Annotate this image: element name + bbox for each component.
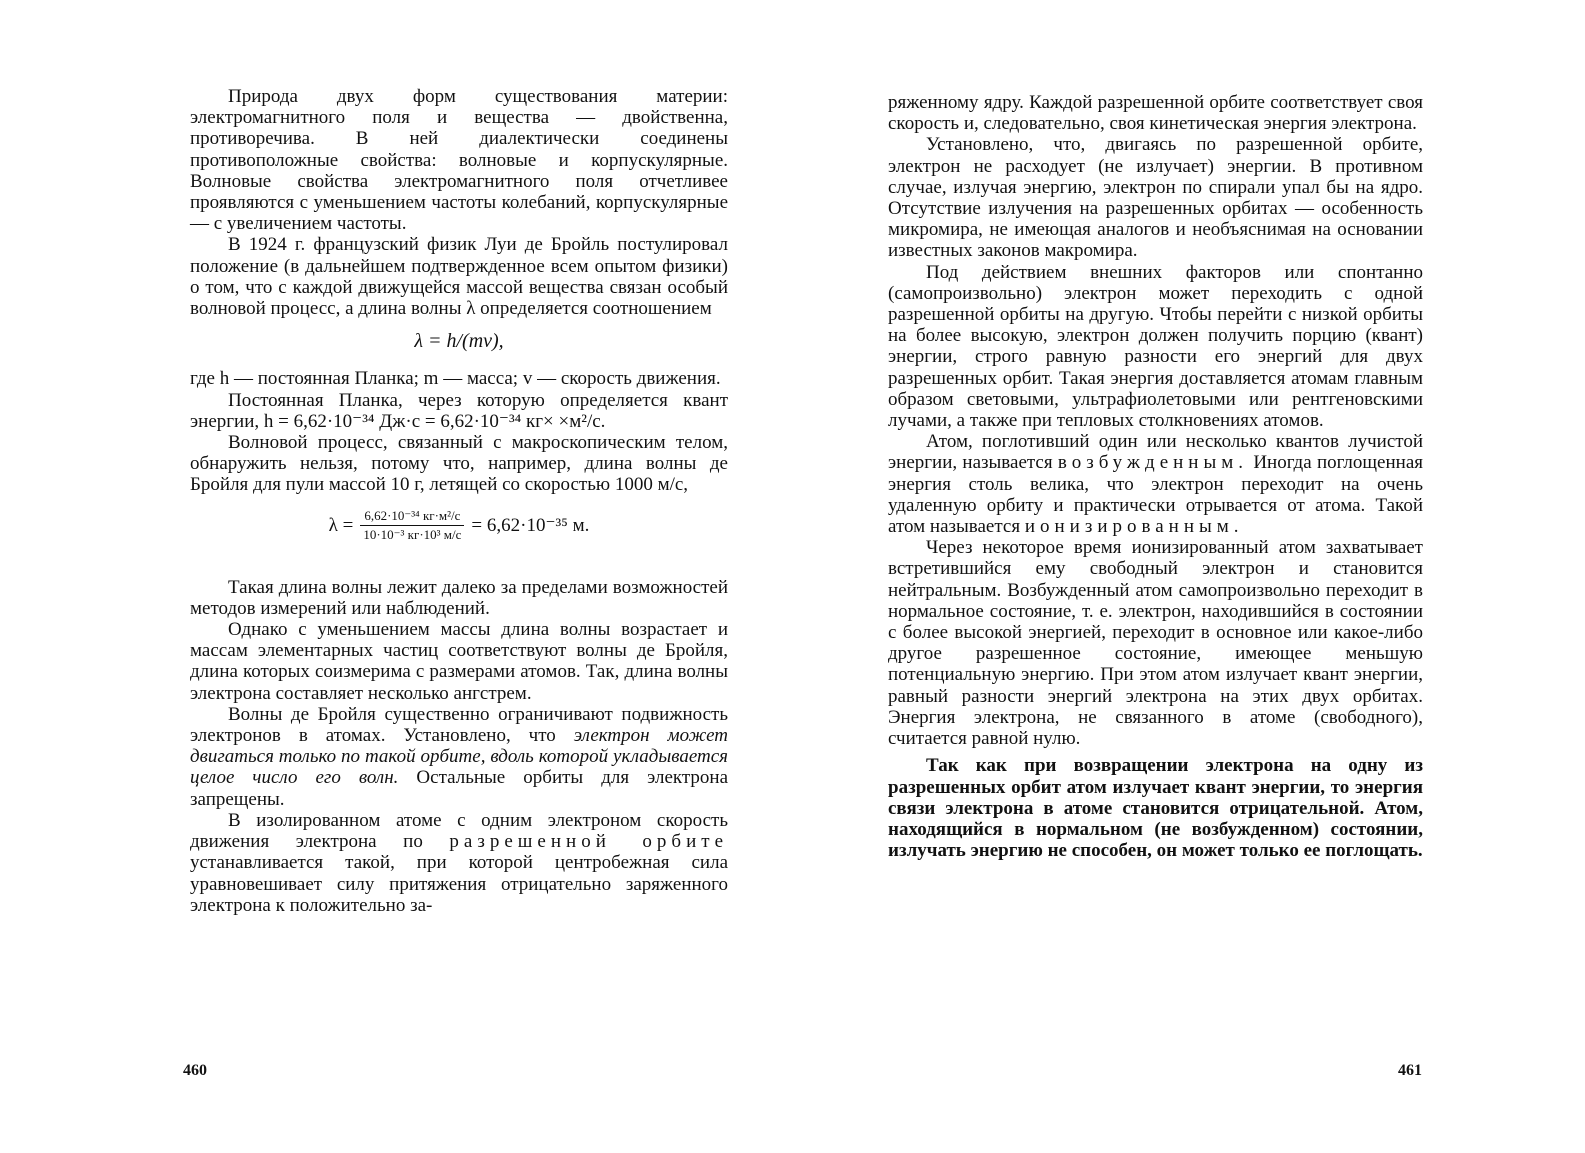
formula-denominator: 10·10⁻³ кг·10³ м/с [363,526,462,542]
paragraph-isolated-atom [190,810,728,916]
isolated-text-start: В изолированном атоме с одним электроном скорость движения электрона по [190,809,728,853]
right-page-text [888,92,1423,861]
formula-wavelength: λ = h/(mv), [414,330,504,353]
formula-fraction [359,508,465,543]
excited-text-start: Атом, поглотивший один или несколько квантов лучистой энергии, называется [888,431,1423,474]
paragraph-where: где h — постоянная Планка; m — масса; v — скорость движения. [190,368,721,390]
paragraph-bold-conclusion: Так как при возвращении электрона на одну из разрешенных орбит атом излучает квант энергии, то энергия связи электрона в атоме становится отрицательной. Атом, находящийся в нормальном (не возбужденном) состоянии, излучать энергию не способен, он может только ее поглощать. [888,755,1423,862]
excited-text-middle: Иногда поглощенная энергия столь велика, что электрон переходит на очень удаленную орбиту и практически отрывается от атома. Такой атом называется [888,452,1423,538]
paragraph-wave-process: Волновой процесс, связанный с макроскопическим телом, обнаружить нельзя, потому что, например, длина волны де Бройля для пули массой 10 г, летящей со скоростью 1000 м/с, [190,432,728,496]
paragraph-no-radiation: Установлено, что, двигаясь по разрешенной орбите, электрон не расходует (не излучает) энергии. В противном случае, излучая энергию, электрон по спирали упал бы на ядро. Отсутствие излучения на разрешенных орбитах — особенность микромира, не имеющая аналогов и необъяснимая на основании известных законов макромира. [888,134,1423,262]
paragraph-measurement-limits: Такая длина волны лежит далеко за пределами возможностей методов измерений или наблюдений. [190,576,728,619]
paragraph-elementary-particles: Однако с уменьшением массы длина волны возрастает и массам элементарных частиц соответствуют волны де Бройля, длина которых соизмерима с размерами атомов. Так, длина волны электрона составляет несколько ангстрем. [190,619,728,704]
formula-lhs: λ = [328,514,354,536]
paragraph-excited [888,431,1423,537]
orbits-text-end: Остальные орбиты для электрона запрещены. [190,767,728,810]
paragraph-de-broglie: В 1924 г. французский физик Луи де Бройль постулировал положение (в дальнейшем подтвержденное всем опытом физики) о том, что с каждой движущейся массой вещества связан особый волновой процесс, а длина волны λ определяется соотношением [190,234,728,320]
formula-bullet-wavelength [190,508,728,543]
right-page [790,0,1585,1153]
paragraph-transitions: Под действием внешних факторов или спонтанно (самопроизвольно) электрон может переходить с одной разрешенной орбиты на другую. Чтобы перейти с низкой орбиты на более высокую, электрон должен получить порцию (квант) энергии, строго равную разности его энергий для двух разрешенных орбит. Такая энергия доставляется атомам главным образом световыми, ультрафиолетовыми или рентгеновскими лучами, а также при тепловых столкновениях атомов. [888,261,1423,432]
page-number-left: 460 [183,1062,207,1079]
left-page [0,0,790,1153]
orbits-text-start: Волны де Бройля существенно ограничивают подвижность электронов в атомах. Установлено, что [190,703,728,747]
formula-rhs: = 6,62·10⁻³⁵ м. [471,514,590,536]
orbits-italic-rule: электрон может двигаться только по такой орбите, вдоль которой укладывается целое число его волн. [190,725,729,789]
ionized-spaced-term: ионизированным. [1024,516,1244,538]
page-number-right: 461 [1398,1062,1422,1079]
left-page-text [190,86,728,916]
isolated-text-end: устанавливается такой, при которой центробежная сила уравновешивает силу притяжения отрицательно заряженного электрона к положительно за- [190,852,728,916]
paragraph-orbits [190,704,728,810]
paragraph-capture: Через некоторое время ионизированный атом захватывает встретившийся ему свободный электрон и становится нейтральным. Возбужденный атом самопроизвольно переходит в нормальное состояние, т. е. электрон, находившийся в состоянии с более высокой энергией, переходит в основное или какое-либо другое разрешенное состояние, имеющее меньшую потенциальную энергию. При этом атом излучает квант энергии, равный разности энергий электрона на этих двух орбитах. Энергия электрона, не связанного в атоме (свободного), считается равной нулю. [888,537,1423,750]
isolated-spaced-term: разрешенной орбите [449,831,729,853]
excited-spaced-term: возбужденным. [1057,452,1249,474]
formula-numerator: 6,62·10⁻³⁴ кг·м²/с [360,508,464,526]
paragraph-continuation: ряженному ядру. Каждой разрешенной орбите соответствует своя скорость и, следовательно, своя кинетическая энергия электрона. [888,92,1423,135]
paragraph-planck: Постоянная Планка, через которую определяется квант энергии, h = 6,62·10⁻³⁴ Дж·с = 6,62·10⁻³⁴ кг× ×м²/с. [190,389,728,432]
paragraph-dual-nature: Природа двух форм существования материи: электромагнитного поля и вещества — двойственна, противоречива. В ней диалектически соединены противоположные свойства: волновые и корпускулярные. Волновые свойства электромагнитного поля отчетливее проявляются с уменьшением частоты колебаний, корпускулярные — с увеличением частоты. [190,86,728,235]
